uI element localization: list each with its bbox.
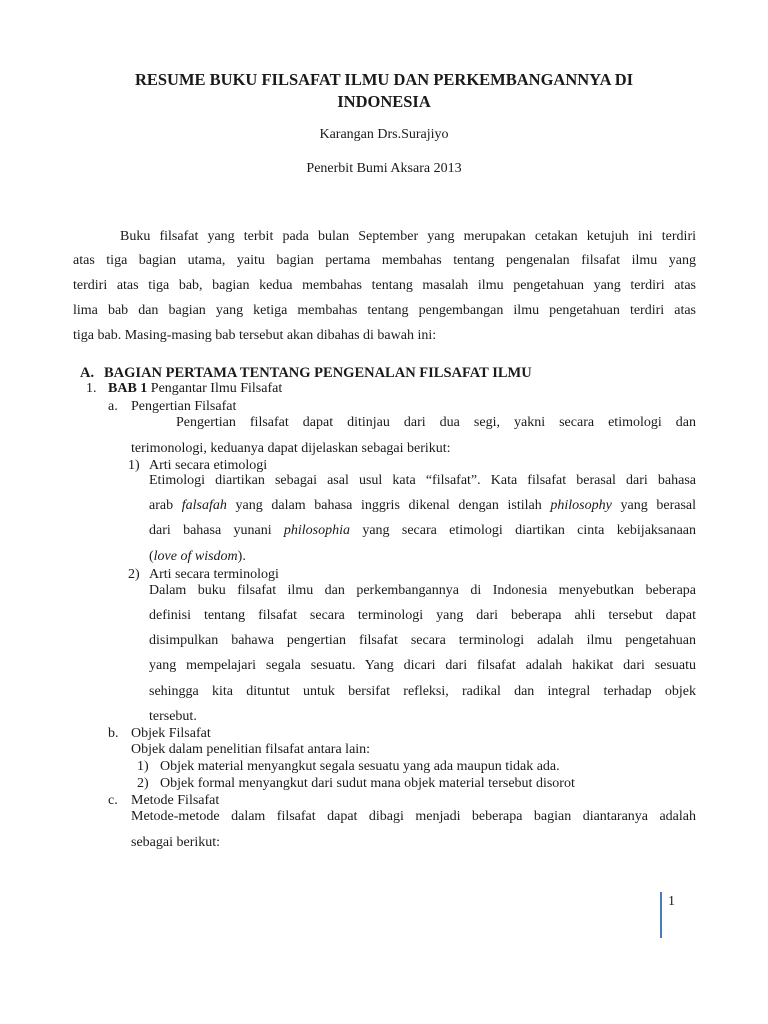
item-b-sub2-text: Objek formal menyangkut dari sudut mana objek material tersebut disorot — [160, 776, 575, 791]
document-title-line-1: RESUME BUKU FILSAFAT ILMU DAN PERKEMBANGANNYA DI — [134, 70, 634, 89]
sub1-line-3: dari bahasa yunani philosophia yang secara etimologi diartikan cinta kebijaksanaan — [149, 523, 697, 538]
sub2-line-3: disimpulkan bahawa pengertian filsafat secara terminologi adalah ilmu pengetahuan — [149, 633, 696, 648]
bab1-title: Pengantar Ilmu Filsafat — [150, 381, 283, 396]
item-b-line-1: Objek dalam penelitian filsafat antara lain: — [131, 742, 371, 757]
page-number: 1 — [668, 894, 675, 909]
item-b-marker: b. — [108, 726, 119, 741]
intro-line-1: Buku filsafat yang terbit pada bulan September yang merupakan cetakan ketujuh ini terdiri — [120, 229, 696, 244]
item-c-marker: c. — [108, 793, 118, 808]
term-love-of-wisdom: love of wisdom — [153, 549, 238, 564]
section-a-heading: BAGIAN PERTAMA TENTANG PENGENALAN FILSAFAT ILMU — [104, 365, 532, 381]
sub1-line-4: (love of wisdom). — [149, 549, 246, 564]
bab1-heading — [108, 380, 282, 398]
page-number-bar — [660, 892, 662, 938]
intro-line-5: tiga bab. Masing-masing bab tersebut akan dibahas di bawah ini: — [73, 328, 437, 343]
sub2-line-1: Dalam buku filsafat ilmu dan perkembangannya di Indonesia menyebutkan beberapa — [149, 583, 696, 598]
item-c-title: Metode Filsafat — [131, 793, 220, 808]
item-a-line-2: terimonologi, keduanya dapat dijelaskan sebagai berikut: — [131, 441, 451, 456]
sub1-line-1: Etimologi diartikan sebagai asal usul kata “filsafat”. Kata filsafat berasal dari bahasa — [149, 473, 696, 488]
sub1-title: Arti secara etimologi — [149, 458, 268, 473]
sub2-line-4: yang mempelajari segala sesuatu. Yang dicari dari filsafat adalah hakikat dari sesuatu — [149, 658, 696, 673]
term-falsafah: falsafah — [181, 498, 227, 513]
item-a-title: Pengertian Filsafat — [131, 399, 237, 414]
item-b-title: Objek Filsafat — [131, 726, 211, 741]
bab1-label: BAB 1 — [108, 381, 148, 396]
intro-line-2: atas tiga bagian utama, yaitu bagian pertama membahas tentang pengenalan filsafat ilmu yang — [73, 253, 696, 268]
item-a-line-1: Pengertian filsafat dapat ditinjau dari dua segi, yakni secara etimologi dan — [176, 415, 696, 430]
sub2-line-6: tersebut. — [149, 709, 197, 724]
term-philosophy: philosophy — [550, 498, 612, 513]
author-line: Karangan Drs.Surajiyo — [319, 127, 449, 142]
section-a-marker: A. — [80, 365, 95, 381]
item-c-line-1: Metode-metode dalam filsafat dapat dibagi menjadi beberapa bagian diantaranya adalah — [131, 809, 696, 824]
bab1-marker: 1. — [86, 381, 97, 396]
item-c-line-2: sebagai berikut: — [131, 835, 221, 850]
item-b-sub1-text: Objek material menyangkut segala sesuatu yang ada maupun tidak ada. — [160, 759, 560, 774]
item-b-sub2-marker: 2) — [137, 776, 149, 791]
item-b-sub1-marker: 1) — [137, 759, 149, 774]
sub2-title: Arti secara terminologi — [149, 567, 279, 582]
intro-line-4: lima bab dan bagian yang ketiga membahas tentang pengembangan ilmu pengetahuan terdiri atas — [73, 303, 696, 318]
term-philosophia: philosophia — [283, 523, 351, 538]
sub2-line-5: sehingga kita dituntut untuk bersifat refleksi, radikal dan integral terhadap objek — [149, 684, 696, 699]
sub1-line-2: arab falsafah yang dalam bahasa inggris dikenal dengan istilah philosophy yang berasal — [149, 498, 696, 513]
item-a-marker: a. — [108, 399, 118, 414]
intro-line-3: terdiri atas tiga bab, bagian kedua membahas tentang masalah ilmu pengetahuan yang terdiri atas — [73, 278, 696, 293]
sub2-marker: 2) — [128, 567, 140, 582]
publisher-line: Penerbit Bumi Aksara 2013 — [306, 161, 462, 176]
sub1-marker: 1) — [128, 458, 140, 473]
document-title-line-2: INDONESIA — [337, 92, 431, 111]
sub2-line-2: definisi tentang filsafat secara terminologi yang dari beberapa ahli tersebut dapat — [149, 608, 696, 623]
